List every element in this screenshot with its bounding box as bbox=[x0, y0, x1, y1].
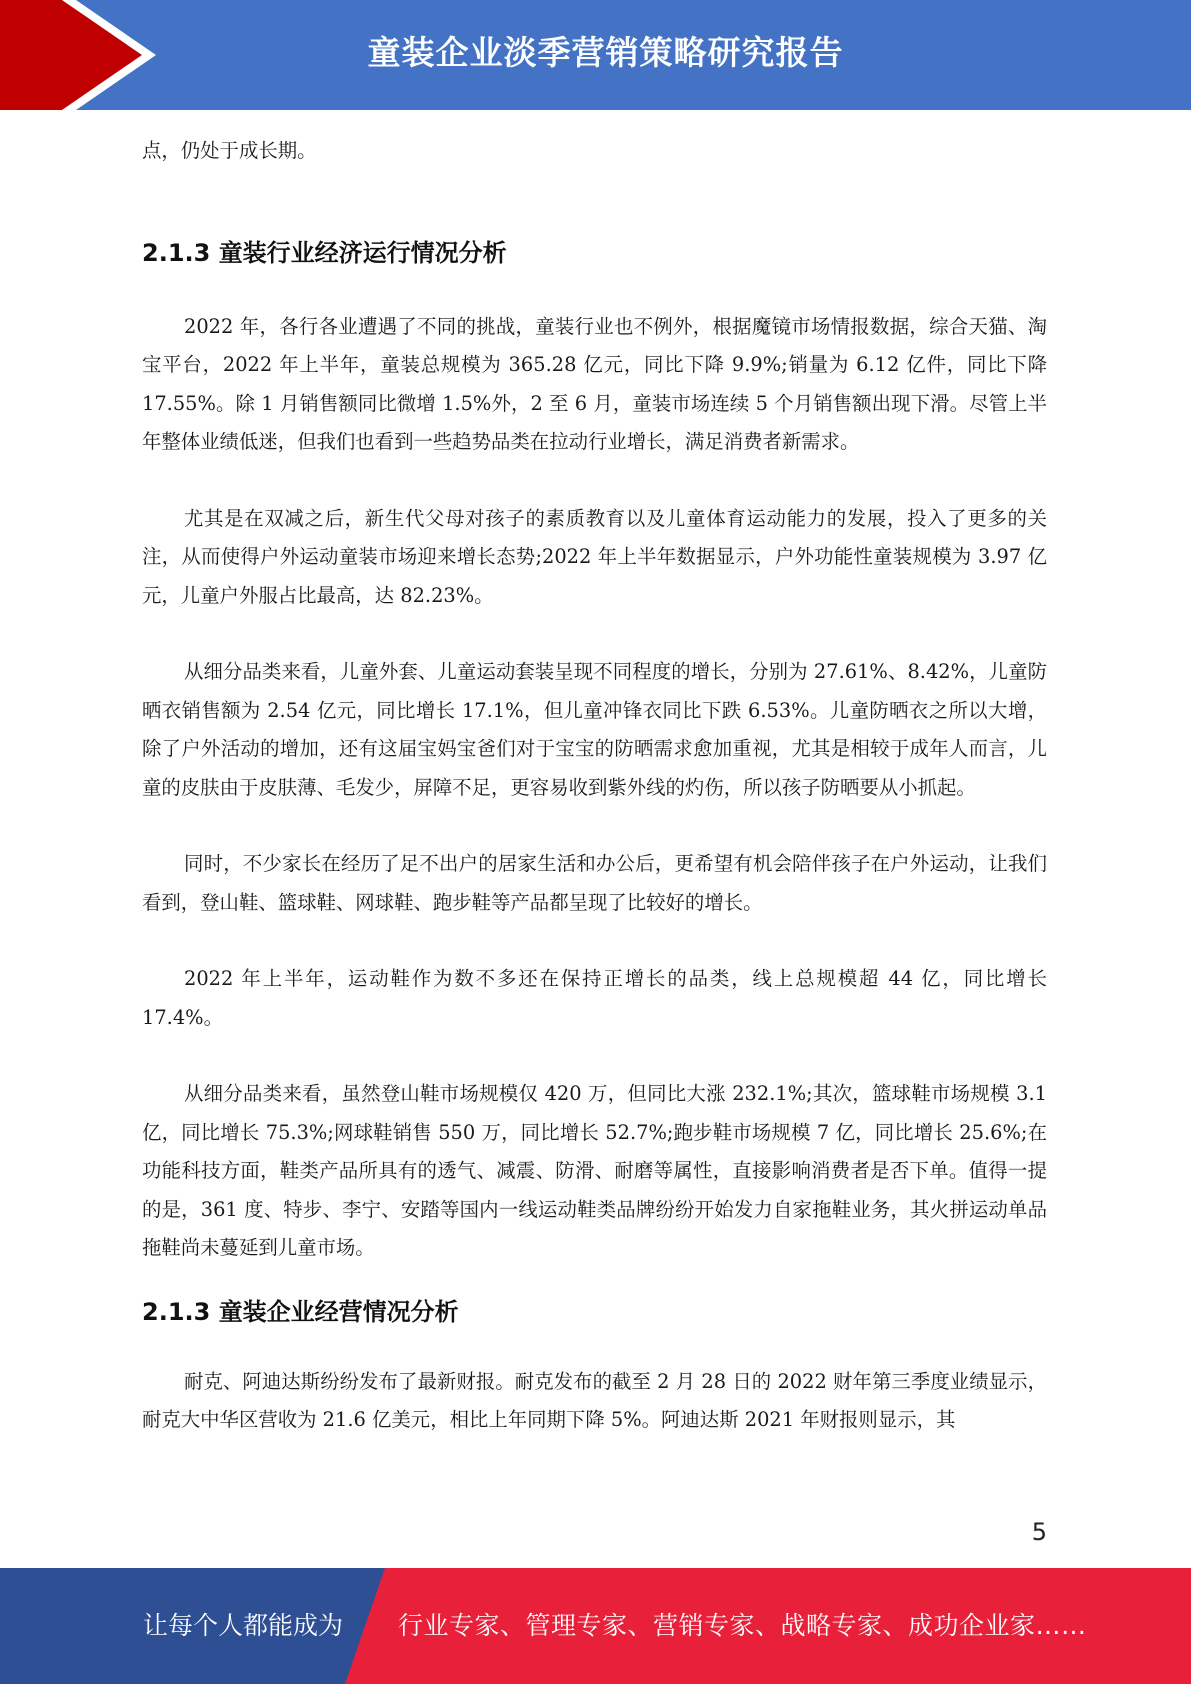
footer-slogan-left: 让每个人都能成为 bbox=[143, 1611, 344, 1640]
page-number: 5 bbox=[1031, 1518, 1047, 1546]
footer-slogan-right: 行业专家、管理专家、营销专家、战略专家、成功企业家…… bbox=[398, 1611, 1087, 1640]
document-body bbox=[142, 132, 1047, 1440]
report-title: 童装企业淡季营销策略研究报告 bbox=[367, 33, 844, 72]
page-footer bbox=[0, 1568, 1191, 1684]
paragraph: 从细分品类来看，儿童外套、儿童运动套装呈现不同程度的增长，分别为 27.61%、8.42%，儿童防晒衣销售额为 2.54 亿元，同比增长 17.1%，但儿童冲锋衣同比下跌 6.53%。儿童防晒衣之所以大增，除了户外活动的增加，还有这届宝妈宝爸们对于宝宝的防晒需求愈加重视，尤其是相较于成年人而言，儿童的皮肤由于皮肤薄、毛发少，屏障不足，更容易收到紫外线的灼伤，所以孩子防晒要从小抓起。 bbox=[142, 660, 1047, 799]
section-heading-enterprise: 2.1.3 童装企业经营情况分析 bbox=[142, 1297, 459, 1326]
paragraph: 同时，不少家长在经历了足不出户的居家生活和办公后，更希望有机会陪伴孩子在户外运动，让我们看到，登山鞋、篮球鞋、网球鞋、跑步鞋等产品都呈现了比较好的增长。 bbox=[142, 852, 1047, 914]
paragraph: 从细分品类来看，虽然登山鞋市场规模仅 420 万，但同比大涨 232.1%;其次，篮球鞋市场规模 3.1 亿，同比增长 75.3%;网球鞋销售 550 万，同比增长 52.7%;跑步鞋市场规模 7 亿，同比增长 25.6%;在功能科技方面，鞋类产品所具有的透气、减震、防滑、耐磨等属性，直接影响消费者是否下单。值得一提的是，361 度、特步、李宁、安踏等国内一线运动鞋类品牌纷纷开始发力自家拖鞋业务，其火拼运动单品拖鞋尚未蔓延到儿童市场。 bbox=[142, 1082, 1047, 1259]
paragraph: 2022 年，各行各业遭遇了不同的挑战，童装行业也不例外，根据魔镜市场情报数据，综合天猫、淘宝平台，2022 年上半年，童装总规模为 365.28 亿元，同比下降 9.9%;销量为 6.12 亿件，同比下降 17.55%。除 1 月销售额同比微增 1.5%外，2 至 6 月，童装市场连续 5 个月销售额出现下滑。尽管上半年整体业绩低迷，但我们也看到一些趋势品类在拉动行业增长，满足消费者新需求。 bbox=[142, 314, 1047, 453]
intro-text: 点，仍处于成长期。 bbox=[142, 139, 317, 162]
paragraph: 2022 年上半年，运动鞋作为数不多还在保持正增长的品类，线上总规模超 44 亿，同比增长 17.4%。 bbox=[142, 967, 1047, 1029]
section-heading-industry: 2.1.3 童装行业经济运行情况分析 bbox=[142, 238, 507, 267]
page-header bbox=[0, 0, 1191, 110]
paragraph: 尤其是在双减之后，新生代父母对孩子的素质教育以及儿童体育运动能力的发展，投入了更多的关注，从而使得户外运动童装市场迎来增长态势;2022 年上半年数据显示，户外功能性童装规模为 3.97 亿元，儿童户外服占比最高，达 82.23%。 bbox=[142, 506, 1047, 607]
paragraph: 耐克、阿迪达斯纷纷发布了最新财报。耐克发布的截至 2 月 28 日的 2022 财年第三季度业绩显示，耐克大中华区营收为 21.6 亿美元，相比上年同期下降 5%。阿迪达斯 2021 年财报则显示，其 bbox=[142, 1369, 1047, 1431]
